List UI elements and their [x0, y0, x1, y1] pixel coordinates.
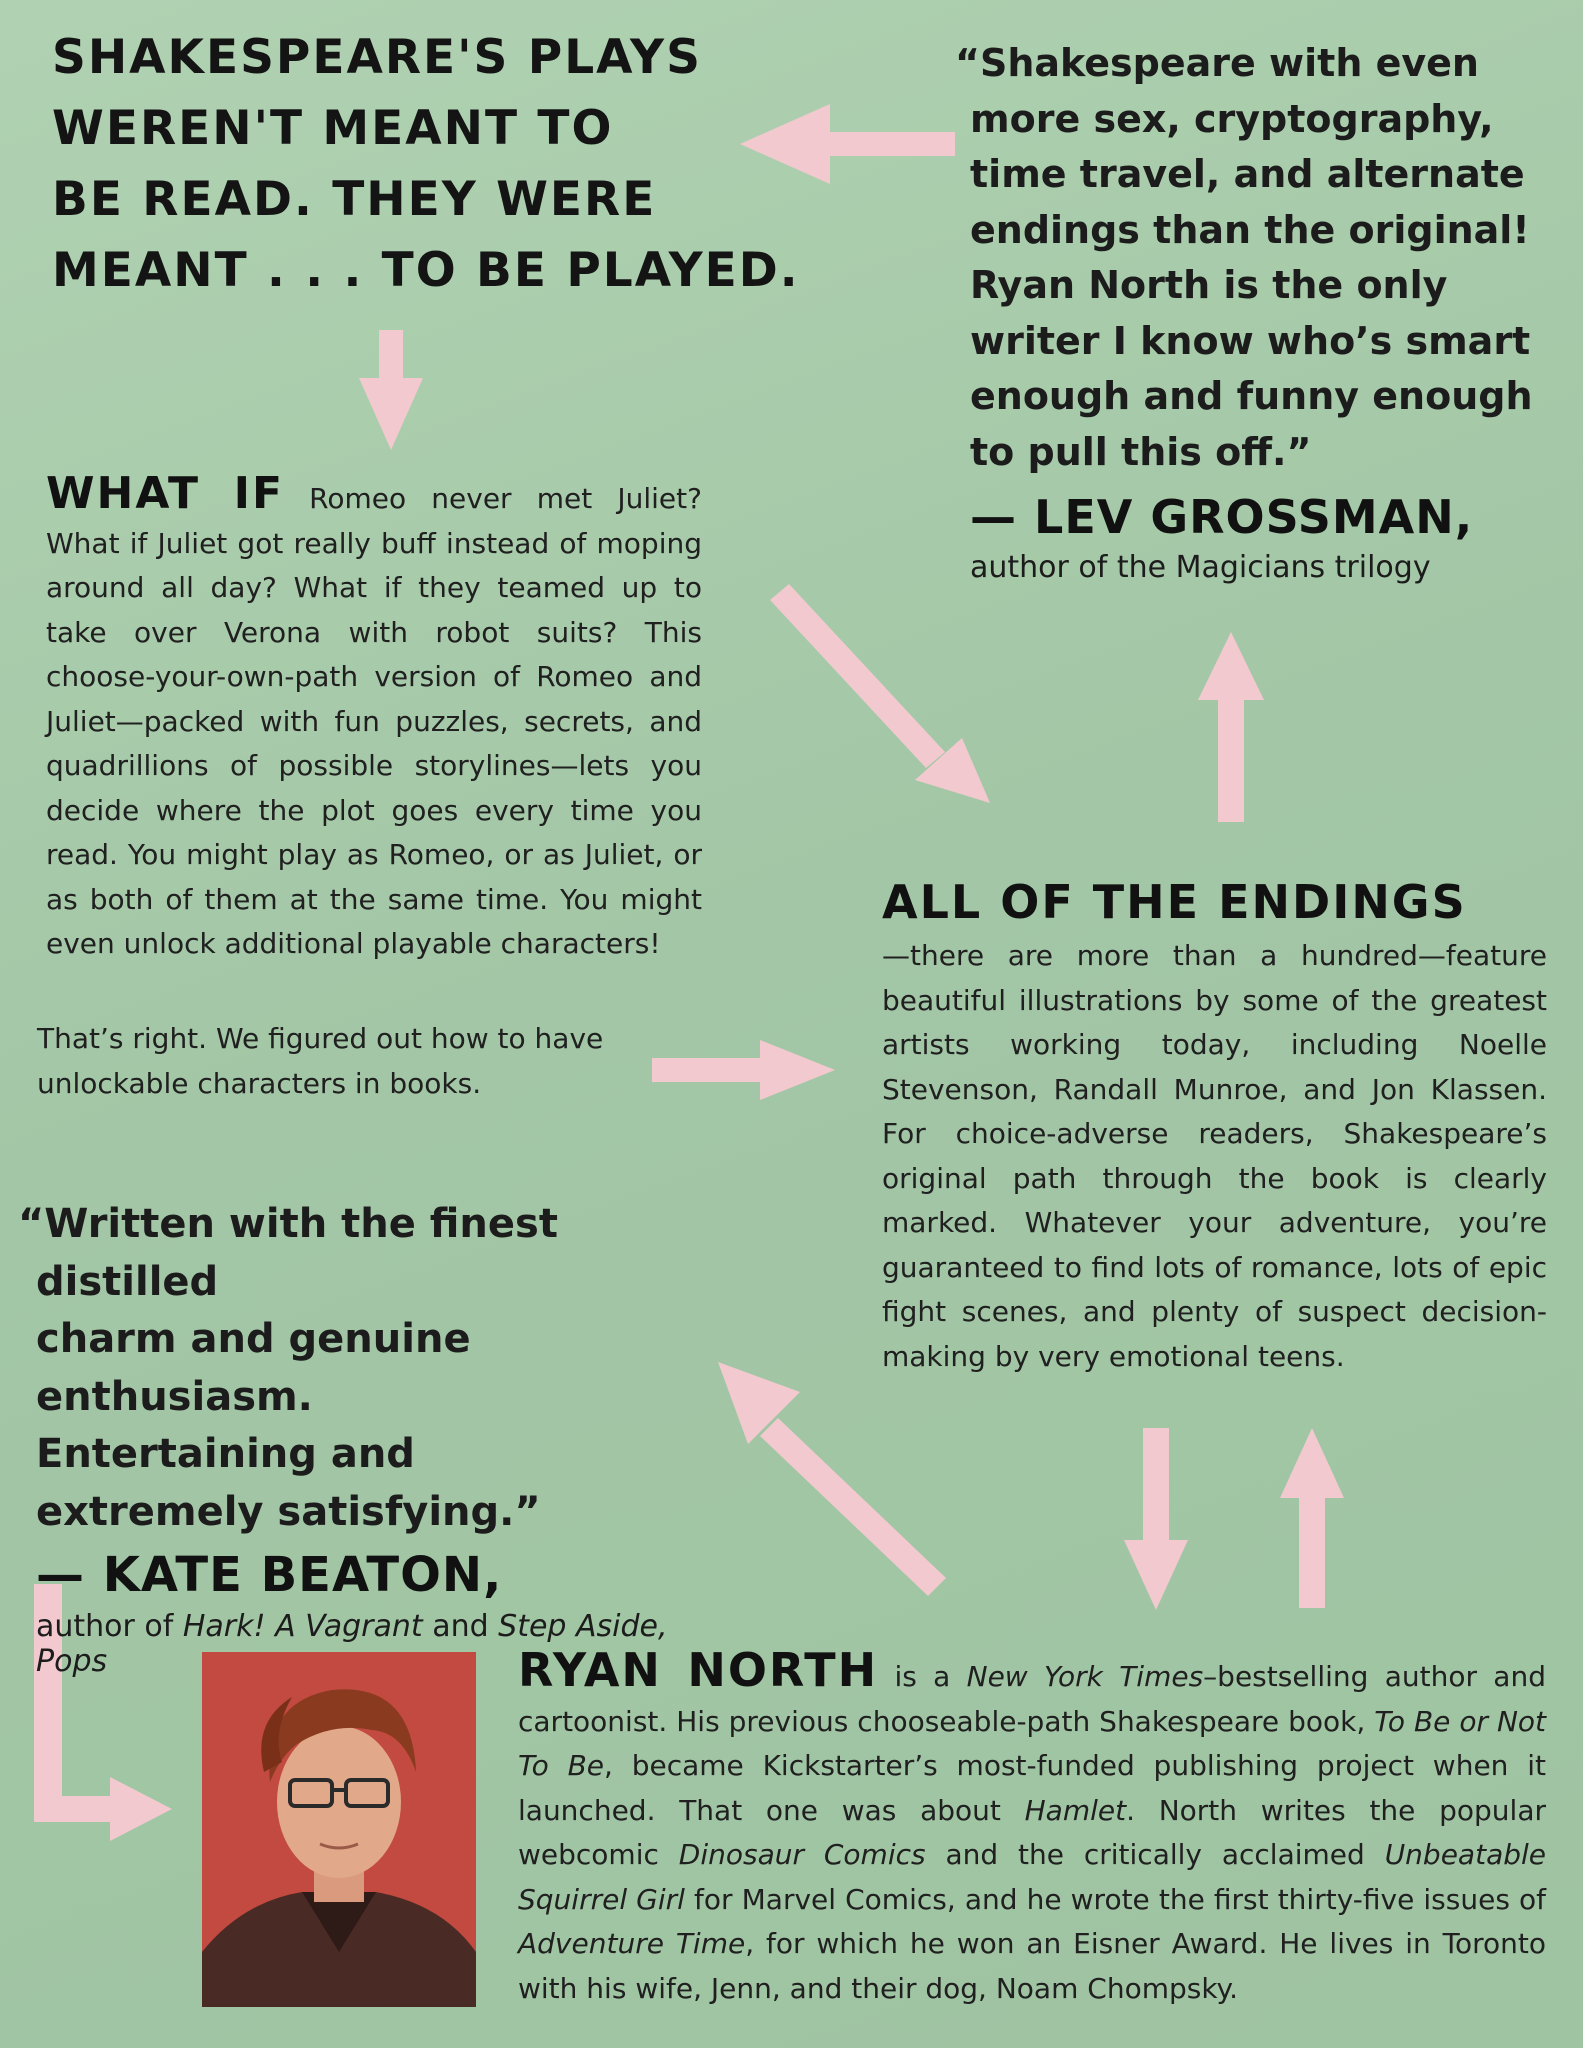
what-if-text: Romeo never met Juliet? What if Juliet got really buff instead of moping around all day? What if they teamed up to take over Verona with robot suits? This choose-your-own-path version of Romeo and Juliet—packed with fun puzzles, secrets, and quadrillions of possible storylines—lets you decide where the plot goes every time you read. You might play as Romeo, or as Juliet, or as both of them at the same time. You might even unlock additional playable characters!	[46, 482, 702, 960]
headline: SHAKESPEARE'S PLAYS WEREN'T MEANT TO BE READ. THEY WERE MEANT . . . TO BE PLAYED.	[52, 30, 800, 298]
arrow-up-icon	[1280, 1428, 1344, 1608]
author-portrait-icon	[202, 1652, 476, 2007]
arrow-down-icon	[1124, 1428, 1188, 1610]
what-if-lead: WHAT IF	[46, 468, 285, 519]
bio-italic-2: To Be or Not To Be	[518, 1704, 1547, 1782]
bio-text-2: –bestselling author and cartoonist. His previous chooseable-path Shakespeare book,	[518, 1660, 1546, 1738]
grossman-quote: “Shakespeare with even more sex, cryptography, time travel, and alternate endings than the original! Ryan North is the only writer I know who’s smart enough and funny enough to pull this off.”	[955, 41, 1533, 474]
bio-text-7: , for which he won an Eisner Award. He lives in Toronto with his wife, Jenn, and their dog, Noam Chompsky.	[518, 1927, 1547, 2005]
endings-lead: ALL OF THE ENDINGS	[882, 875, 1467, 929]
arrow-right-icon	[652, 1040, 835, 1100]
bio-text-6: for Marvel Comics, and he wrote the first thirty-five issues of	[684, 1882, 1546, 1916]
arrow-up-icon	[1198, 632, 1264, 822]
bio-text-1: is a	[878, 1660, 967, 1693]
bio-italic-5: Unbeatable Squirrel Girl	[518, 1838, 1547, 1916]
arrow-diagonal-down-right-icon	[770, 584, 990, 803]
author-bio	[518, 1643, 1547, 2011]
grossman-role: author of the Magicians trilogy	[970, 550, 1431, 585]
grossman-name: — LEV GROSSMAN,	[970, 490, 1474, 544]
author-name: RYAN NORTH	[518, 1643, 879, 1697]
beaton-name: — KATE BEATON,	[36, 1547, 503, 1603]
beaton-role-prefix: author of	[36, 1609, 183, 1644]
what-if-paragraph	[46, 468, 702, 967]
author-photo	[202, 1652, 476, 2007]
beaton-work-1: Hark! A Vagrant	[182, 1609, 423, 1644]
beaton-work-2: Step Aside, Pops	[36, 1609, 668, 1679]
bio-italic-6: Adventure Time	[518, 1927, 746, 1960]
arrow-diagonal-up-left-icon	[718, 1362, 946, 1596]
bio-italic-4: Dinosaur Comics	[678, 1838, 926, 1871]
endings-block	[882, 872, 1547, 1379]
bio-text-5: and the critically acclaimed	[925, 1838, 1385, 1871]
unlockable-aside: That’s right. We figured out how to have unlockable characters in books.	[37, 1022, 604, 1100]
beaton-quote: “Written with the finest distilled charm and genuine enthusiasm. Entertaining and extremely satisfying.”	[18, 1201, 558, 1535]
bio-italic-1: New York Times	[966, 1660, 1204, 1693]
endings-text: —there are more than a hundred—feature beautiful illustrations by some of the greatest artists working today, including Noelle Stevenson, Randall Munroe, and Jon Klassen. For choice-adverse readers, Shakespeare’s original path through the book is clearly marked. Whatever your adventure, you’re guaranteed to find lots of romance, lots of epic fight scenes, and plenty of suspect decision-making by very emotional teens.	[882, 939, 1547, 1373]
arrow-down-icon	[359, 330, 423, 450]
bio-text-3: , became Kickstarter’s most-funded publishing project when it launched. That one was about	[518, 1749, 1546, 1827]
beaton-role-mid: and	[422, 1609, 499, 1644]
grossman-quote-block	[955, 36, 1570, 585]
bio-text-4: . North writes the popular webcomic	[518, 1793, 1547, 1871]
beaton-quote-block	[14, 1196, 744, 1679]
bio-italic-3: Hamlet	[1024, 1793, 1127, 1827]
